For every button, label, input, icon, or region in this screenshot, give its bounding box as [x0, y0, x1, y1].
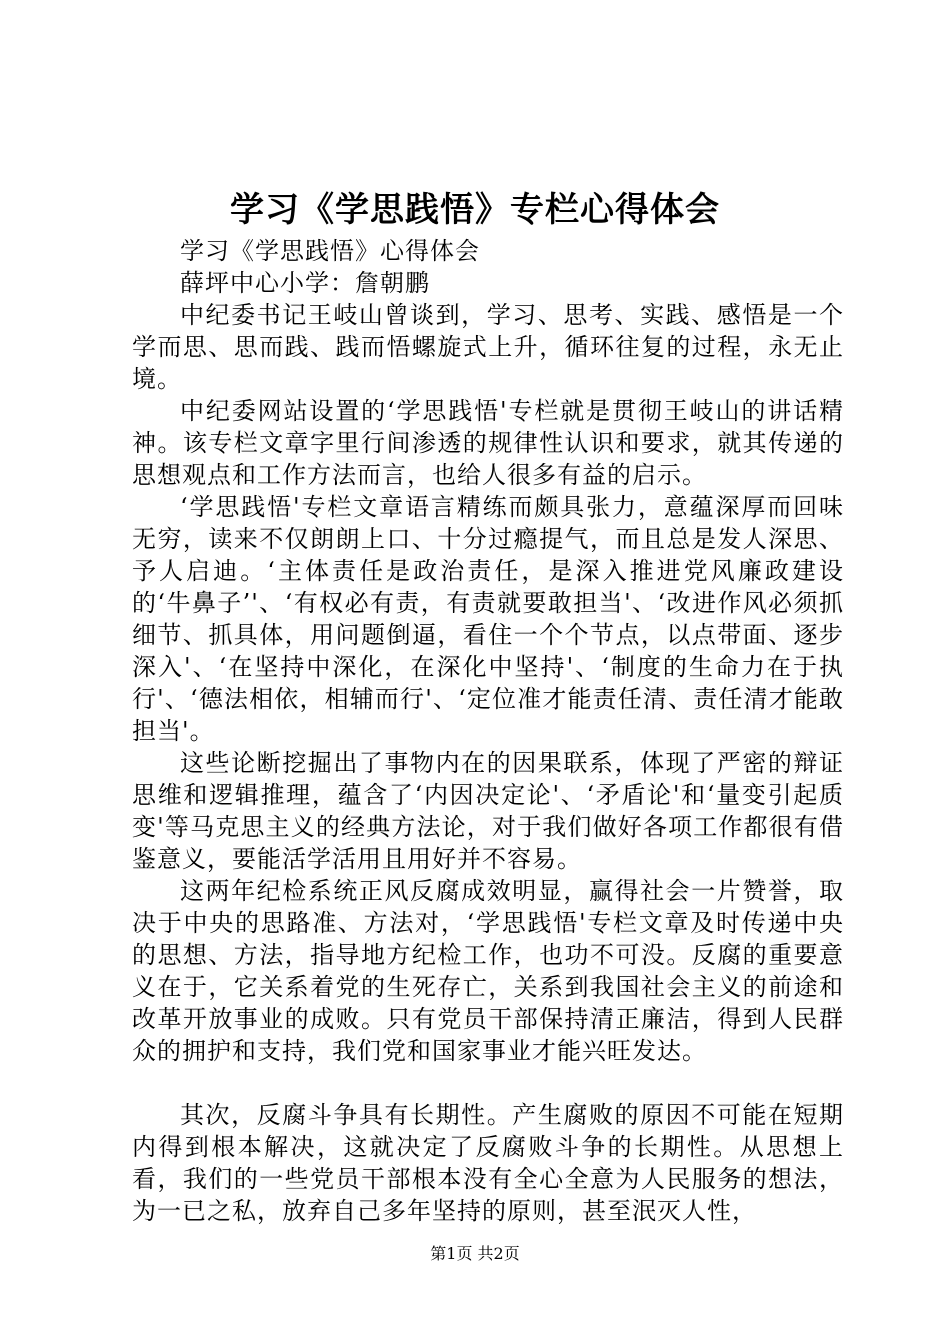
document-title: 学习《学思践悟》专栏心得体会	[230, 190, 720, 230]
paragraph: 这些论断挖掘出了事物内在的因果联系，体现了严密的辩证思维和逻辑推理，蕴含了‘内因决定论'、‘矛盾论'和‘量变引起质变'等马克思主义的经典方法论，对于我们做好各项工作都很有借鉴意义，要能活学活用且用好并不容易。	[132, 749, 844, 873]
paragraph: 中纪委网站设置的‘学思践悟'专栏就是贯彻王岐山的讲话精神。该专栏文章字里行间渗透的规律性认识和要求，就其传递的思想观点和工作方法而言，也给人很多有益的启示。	[132, 397, 844, 489]
page-footer: 第1页 共2页	[430, 1244, 520, 1263]
paragraph-subtitle: 学习《学思践悟》心得体会	[180, 237, 480, 265]
paragraph: 其次，反腐斗争具有长期性。产生腐败的原因不可能在短期内得到根本解决，这就决定了反腐败斗争的长期性。从思想上看，我们的一些党员干部根本没有全心全意为人民服务的想法，为一已之私，放弃自己多年坚持的原则，甚至泯灭人性，	[132, 1101, 844, 1225]
paragraph: ‘学思践悟'专栏文章语言精练而颇具张力，意蕴深厚而回味无穷，读来不仅朗朗上口、十分过瘾提气，而且总是发人深思、予人启迪。‘主体责任是政治责任，是深入推进党风廉政建设的‘牛鼻子’'、‘有权必有责，有责就要敢担当'、‘改进作风必须抓细节、抓具体，用问题倒逼，看住一个个节点，以点带面、逐步深入'、‘在坚持中深化，在深化中坚持'、‘制度的生命力在于执行'、‘德法相依，相辅而行'、‘定位准才能责任清、责任清才能敢担当'。	[132, 493, 844, 745]
paragraph-author: 薛坪中心小学：詹朝鹏	[180, 269, 430, 297]
paragraph: 中纪委书记王岐山曾谈到，学习、思考、实践、感悟是一个学而思、思而践、践而悟螺旋式上升，循环往复的过程，永无止境。	[132, 301, 844, 393]
document-body	[132, 235, 844, 1227]
paragraph: 这两年纪检系统正风反腐成效明显，赢得社会一片赞誉，取决于中央的思路准、方法对，‘学思践悟'专栏文章及时传递中央的思想、方法，指导地方纪检工作，也功不可没。反腐的重要意义在于，它关系着党的生死存亡，关系到我国社会主义的前途和改革开放事业的成败。只有党员干部保持清正廉洁，得到人民群众的拥护和支持，我们党和国家事业才能兴旺发达。	[132, 877, 844, 1065]
